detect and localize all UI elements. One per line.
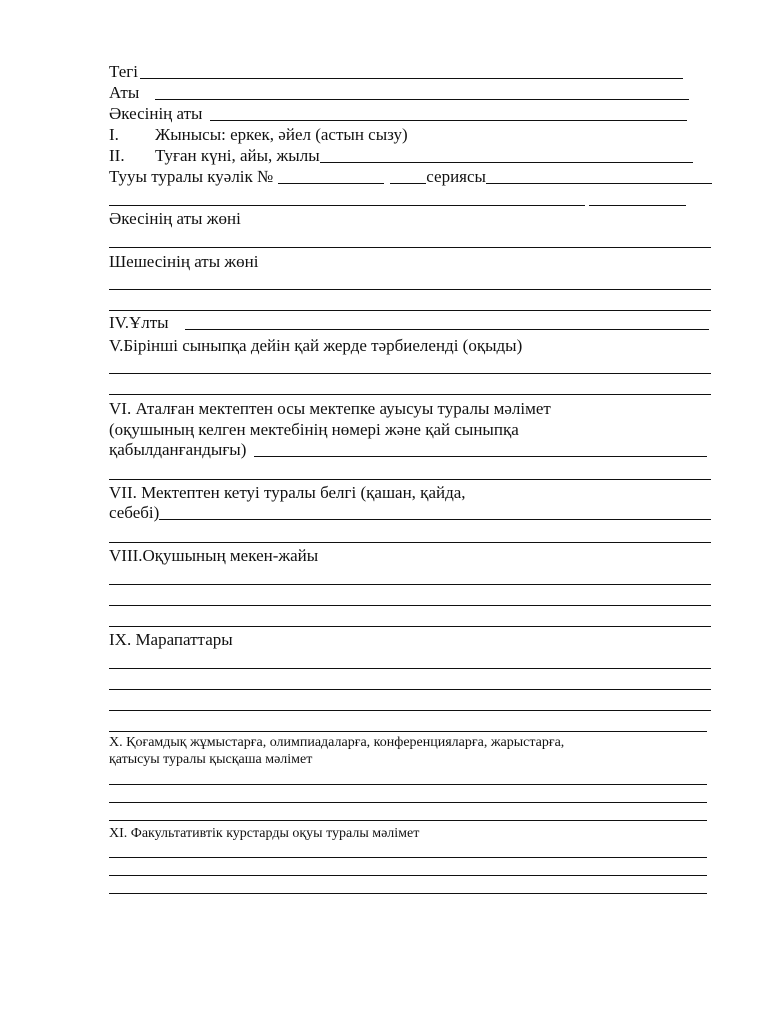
father-line[interactable] <box>109 247 711 248</box>
leaving-row <box>109 503 711 523</box>
cert-number-line[interactable] <box>278 183 384 184</box>
mother-line[interactable] <box>109 289 711 290</box>
transfer-line[interactable] <box>254 456 707 457</box>
social-line[interactable] <box>109 784 707 785</box>
social-line[interactable] <box>109 802 707 803</box>
nationality-label: IV.Ұлты <box>109 313 169 332</box>
surname-line[interactable] <box>140 78 683 79</box>
name-line[interactable] <box>155 99 689 100</box>
gender-label: Жынысы: еркек, әйел (астын сызу) <box>155 125 408 144</box>
address-line[interactable] <box>109 605 711 606</box>
mother-label: Шешесінің аты жөні <box>109 252 259 271</box>
awards-label: IX. Марапаттары <box>109 630 233 649</box>
series-line[interactable] <box>486 183 712 184</box>
name-row <box>109 83 689 103</box>
awards-line[interactable] <box>109 668 711 669</box>
awards-line[interactable] <box>109 731 707 732</box>
leaving-line[interactable] <box>109 542 711 543</box>
leaving-line[interactable] <box>159 519 711 520</box>
transfer-row <box>109 440 707 460</box>
transfer-label-2: (оқушының келген мектебінің нөмері және қай сыныпқа <box>109 420 519 439</box>
electives-line[interactable] <box>109 893 707 894</box>
nationality-line[interactable] <box>185 329 709 330</box>
preschool-line[interactable] <box>109 394 711 395</box>
father-label: Әкесінің аты жөні <box>109 209 241 228</box>
address-line[interactable] <box>109 584 711 585</box>
birth-label: Туған күні, айы, жылы <box>155 146 320 165</box>
address-label: VIII.Оқушының мекен-жайы <box>109 546 319 565</box>
address-line[interactable] <box>109 626 711 627</box>
leaving-label-1: VII. Мектептен кетуі туралы белгі (қашан, қайда, <box>109 483 466 502</box>
surname-label: Тегі <box>109 62 138 81</box>
birth-row <box>109 146 693 166</box>
patronymic-line[interactable] <box>210 120 687 121</box>
electives-line[interactable] <box>109 857 707 858</box>
patronymic-label: Әкесінің аты <box>109 104 203 123</box>
birth-number: II. <box>109 146 125 165</box>
blank-line[interactable] <box>589 205 686 206</box>
electives-label: XI. Факультативтік курстарды оқуы туралы мәлімет <box>109 826 420 841</box>
surname-row <box>109 62 683 82</box>
transfer-label-3: қабылданғандығы) <box>109 440 247 459</box>
birth-line[interactable] <box>320 162 693 163</box>
preschool-label: V.Бірінші сыныпқа дейін қай жерде тәрбиеленді (оқыды) <box>109 336 523 355</box>
blank-line[interactable] <box>109 205 585 206</box>
leaving-label-2: себебі) <box>109 503 160 522</box>
series-label: сериясы <box>426 167 486 186</box>
nationality-row <box>109 313 709 333</box>
social-label-2: қатысуы туралы қысқаша мәлімет <box>109 752 313 767</box>
birth-cert-row <box>109 167 712 187</box>
gender-row <box>109 125 712 145</box>
mother-line[interactable] <box>109 310 711 311</box>
transfer-label-1: VI. Аталған мектептен осы мектепке ауысуы туралы мәлімет <box>109 399 551 418</box>
awards-line[interactable] <box>109 710 711 711</box>
transfer-line[interactable] <box>109 479 711 480</box>
birth-cert-label: Тууы туралы куәлік № <box>109 167 274 186</box>
awards-line[interactable] <box>109 689 711 690</box>
social-label-1: X. Қоғамдық жұмыстарға, олимпиадаларға, конференцияларға, жарыстарға, <box>109 735 565 750</box>
preschool-line[interactable] <box>109 373 711 374</box>
patronymic-row <box>109 104 687 124</box>
gender-number: I. <box>109 125 119 144</box>
name-label: Аты <box>109 83 140 102</box>
social-line[interactable] <box>109 820 707 821</box>
cert-prefix-line[interactable] <box>390 183 426 184</box>
electives-line[interactable] <box>109 875 707 876</box>
